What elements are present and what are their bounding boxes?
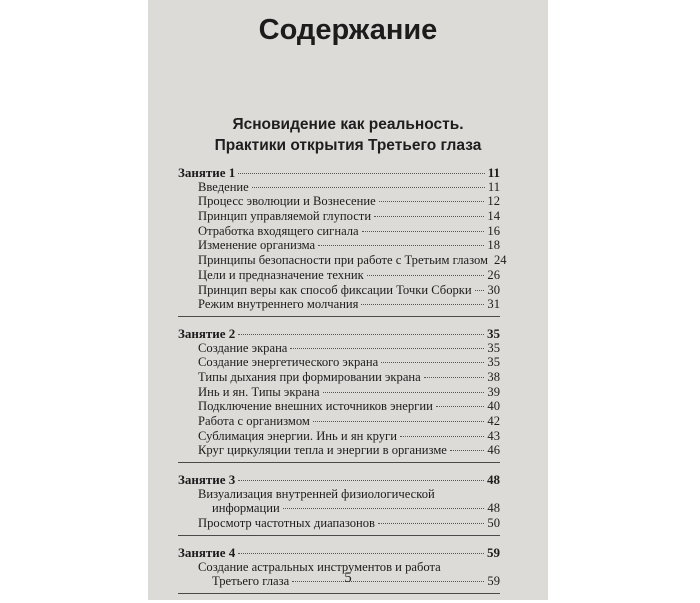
toc-item-continuation: информации 48	[212, 501, 500, 516]
table-of-contents	[178, 165, 507, 603]
toc-item: Процесс эволюции и Вознесение 12	[198, 194, 500, 209]
toc-item: Сублимация энергии. Инь и ян круги 43	[198, 428, 500, 443]
toc-item: Инь и ян. Типы экрана 39	[198, 384, 500, 399]
book-title	[148, 114, 548, 156]
toc-item: Создание экрана 35	[198, 340, 500, 355]
toc-item: Цели и предназначение техник 26	[198, 267, 500, 282]
book-title-line-1: Ясновидение как реальность.	[232, 116, 464, 133]
toc-item: Отработка входящего сигнала 16	[198, 223, 500, 238]
toc-item: Создание энергетического экрана 35	[198, 355, 500, 370]
toc-item: Введение 11	[198, 179, 500, 194]
page-number: 5	[344, 570, 352, 586]
toc-section-title: Занятие 2 35	[178, 325, 500, 341]
toc-section	[178, 326, 500, 463]
book-page	[148, 0, 548, 600]
toc-section	[178, 165, 507, 317]
toc-item: Работа с организмом 42	[198, 414, 500, 428]
toc-item: Типы дыхания при формировании экрана 38	[198, 369, 500, 384]
toc-item-continuation: Третьего глаза 59	[212, 574, 500, 589]
toc-item: Визуализация внутренней физиологической	[198, 486, 435, 501]
toc-section-title: Занятие 3 48	[178, 472, 500, 488]
toc-section-title: Занятие 4 59	[178, 544, 500, 560]
toc-item: Принцип веры как способ фиксации Точки Сборки 30	[198, 282, 500, 297]
toc-item: Создание астральных инструментов и работа	[198, 559, 441, 574]
toc-item: Подключение внешних источников энергии 40	[198, 399, 500, 414]
toc-item: Режим внутреннего молчания 31	[198, 297, 500, 312]
toc-item: Принципы безопасности при работе с Третьим глазом 24	[198, 253, 507, 268]
toc-item: Просмотр частотных диапазонов 50	[198, 516, 500, 531]
toc-item: Принцип управляемой глупости 14	[198, 209, 500, 224]
toc-section-title: Занятие 1 11	[178, 165, 500, 180]
toc-item: Изменение организма 18	[198, 238, 500, 253]
book-title-line-2: Практики открытия Третьего глаза	[214, 137, 482, 154]
toc-item: Круг циркуляции тепла и энергии в организме 46	[198, 443, 500, 458]
page-heading: Содержание	[258, 14, 438, 46]
toc-section	[178, 472, 500, 536]
